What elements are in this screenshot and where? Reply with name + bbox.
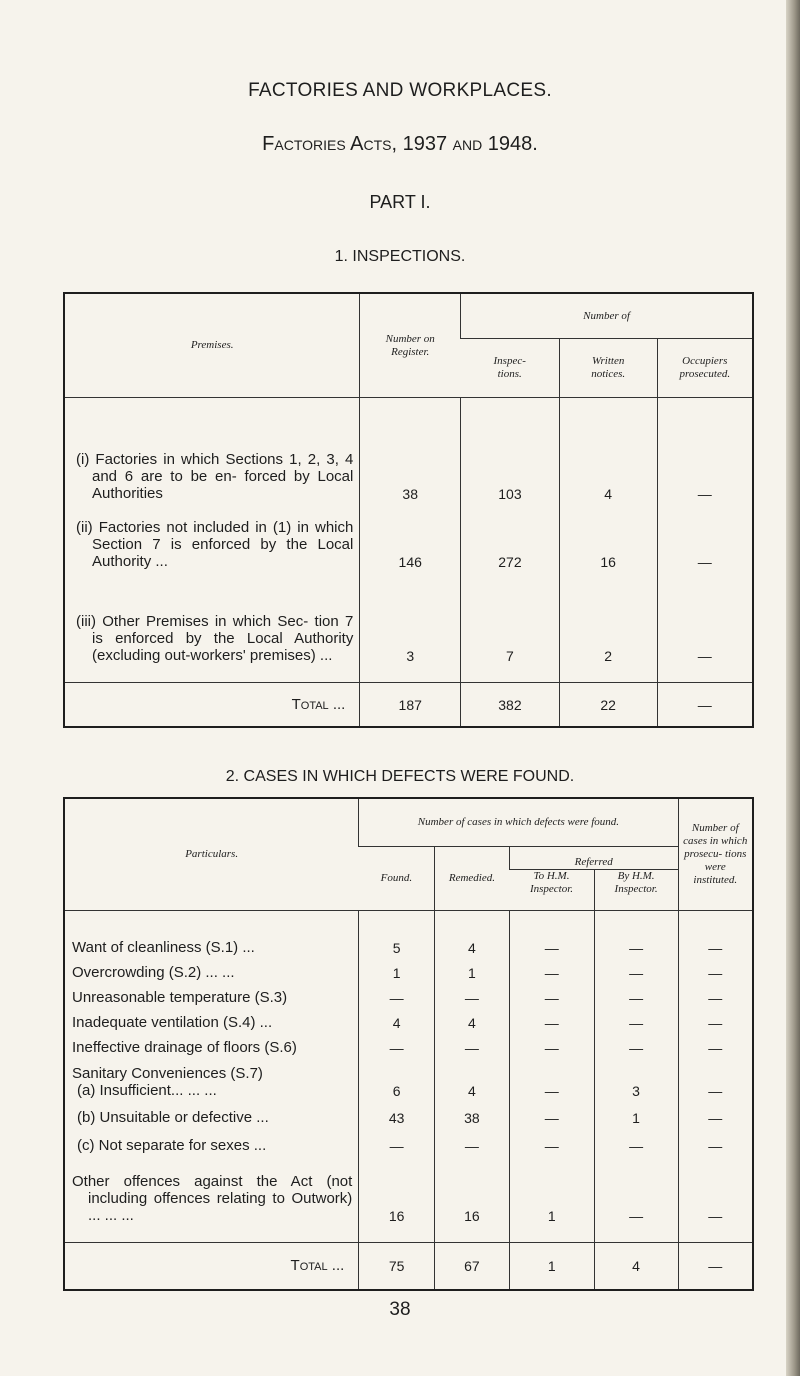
header-number-on-register: Number on Register. <box>360 293 461 398</box>
total-label: Total ... <box>64 1243 359 1291</box>
cell-prosecutions: — <box>678 1056 753 1099</box>
cell-inspections: 7 <box>461 570 560 683</box>
cell-to-hm: — <box>509 1006 594 1031</box>
header-premises: Premises. <box>190 339 234 351</box>
header-by-hm-inspector: By H.M. Inspector. <box>594 870 678 911</box>
cell-inspections: 103 <box>461 398 560 503</box>
cell-by-hm: — <box>594 911 678 957</box>
total-by-hm: 4 <box>594 1243 678 1291</box>
cell-found: 1 <box>359 956 435 981</box>
cell-inspections: 272 <box>461 502 560 570</box>
table-row <box>64 1031 753 1056</box>
header-inspections: Inspec- tions. <box>493 355 526 380</box>
cell-remedied: 4 <box>435 1056 510 1099</box>
subheading: Factories Acts, 1937 and 1948. <box>262 133 538 155</box>
cell-by-hm: 3 <box>594 1056 678 1099</box>
cell-found: 5 <box>359 911 435 957</box>
row-label: Want of cleanliness (S.1) ... <box>72 939 255 956</box>
cell-prosecutions: — <box>678 981 753 1006</box>
table-row <box>64 502 753 570</box>
header-written-notices: Written notices. <box>559 339 657 398</box>
header-referred: Referred <box>509 847 678 870</box>
cell-to-hm: — <box>509 1099 594 1126</box>
row-label: (c) Not separate for sexes ... <box>77 1137 267 1154</box>
cell-remedied: — <box>435 1031 510 1056</box>
cell-by-hm: — <box>594 1006 678 1031</box>
cell-to-hm: — <box>509 956 594 981</box>
cell-by-hm: — <box>594 1031 678 1056</box>
cell-found: 4 <box>359 1006 435 1031</box>
cell-to-hm: — <box>509 911 594 957</box>
table-row <box>64 1126 753 1154</box>
header-to-hm-inspector: To H.M. Inspector. <box>509 870 594 911</box>
cell-prosecutions: — <box>678 1031 753 1056</box>
total-notices: 22 <box>559 683 657 728</box>
row-label: Other offences against the Act (not including offences relating to Outwork) ... ... ... <box>72 1173 353 1224</box>
row-label: (iii) Other Premises in which Sec- tion 7 is enforced by the Local Authority (excluding out-workers' premises) ... <box>76 613 354 664</box>
cell-by-hm: — <box>594 956 678 981</box>
cell-by-hm: — <box>594 1126 678 1154</box>
inspections-table <box>63 292 754 728</box>
cell-remedied: 16 <box>435 1154 510 1243</box>
table-row <box>64 570 753 683</box>
row-label: Unreasonable temperature (S.3) <box>72 989 288 1006</box>
table-row <box>64 956 753 981</box>
cell-register: 146 <box>360 502 461 570</box>
total-remedied: 67 <box>435 1243 510 1291</box>
cell-found: — <box>359 1126 435 1154</box>
section2-title: 2. CASES IN WHICH DEFECTS WERE FOUND. <box>225 768 575 785</box>
page-heading: FACTORIES AND WORKPLACES. <box>248 80 552 101</box>
cell-register: 3 <box>360 570 461 683</box>
header-prosecutions: Number of cases in which prosecu- tions were instituted. <box>678 798 753 911</box>
cell-by-hm: — <box>594 981 678 1006</box>
defects-table <box>63 797 754 1291</box>
cell-prosecuted: — <box>657 570 753 683</box>
cell-found: 43 <box>359 1099 435 1126</box>
table-row <box>64 911 753 957</box>
row-label: Sanitary Conveniences (S.7) (a) Insufficient... ... ... <box>72 1065 263 1099</box>
cell-remedied: 4 <box>435 911 510 957</box>
part-title: PART I. <box>369 192 431 212</box>
row-label: Ineffective drainage of floors (S.6) <box>72 1039 297 1056</box>
cell-notices: 16 <box>559 502 657 570</box>
cell-to-hm: — <box>509 1056 594 1099</box>
cell-remedied: 38 <box>435 1099 510 1126</box>
row-label: (ii) Factories not included in (1) in which Section 7 is enforced by the Local Authority ... <box>76 519 354 570</box>
table-row <box>64 1006 753 1031</box>
cell-remedied: 4 <box>435 1006 510 1031</box>
cell-notices: 4 <box>559 398 657 503</box>
page-number: 38 <box>389 1299 411 1320</box>
header-remedied: Remedied. <box>435 847 510 911</box>
section1-title: 1. INSPECTIONS. <box>334 248 466 265</box>
cell-to-hm: — <box>509 1126 594 1154</box>
header-number-of: Number of <box>461 293 753 339</box>
cell-found: — <box>359 1031 435 1056</box>
total-row <box>64 683 753 728</box>
table-row <box>64 1056 753 1099</box>
table-row <box>64 1154 753 1243</box>
cell-prosecutions: — <box>678 911 753 957</box>
cell-found: — <box>359 981 435 1006</box>
row-label: (i) Factories in which Sections 1, 2, 3, 4 and 6 are to be en- forced by Local Authorities <box>76 451 354 502</box>
table-row <box>64 1099 753 1126</box>
cell-remedied: — <box>435 981 510 1006</box>
cell-by-hm: — <box>594 1154 678 1243</box>
cell-to-hm: 1 <box>509 1154 594 1243</box>
cell-prosecutions: — <box>678 1126 753 1154</box>
cell-prosecutions: — <box>678 1154 753 1243</box>
total-register: 187 <box>360 683 461 728</box>
cell-notices: 2 <box>559 570 657 683</box>
cell-to-hm: — <box>509 981 594 1006</box>
row-label: Inadequate ventilation (S.4) ... <box>72 1014 273 1031</box>
total-found: 75 <box>359 1243 435 1291</box>
cell-prosecutions: — <box>678 956 753 981</box>
total-inspections: 382 <box>461 683 560 728</box>
total-to-hm: 1 <box>509 1243 594 1291</box>
cell-remedied: — <box>435 1126 510 1154</box>
table-row <box>64 981 753 1006</box>
row-label: Overcrowding (S.2) ... ... <box>72 964 235 981</box>
cell-register: 38 <box>360 398 461 503</box>
total-prosecutions: — <box>678 1243 753 1291</box>
table-row <box>64 398 753 503</box>
header-particulars: Particulars. <box>64 798 359 911</box>
cell-by-hm: 1 <box>594 1099 678 1126</box>
cell-prosecutions: — <box>678 1099 753 1126</box>
cell-to-hm: — <box>509 1031 594 1056</box>
cell-found: 16 <box>359 1154 435 1243</box>
cell-prosecuted: — <box>657 502 753 570</box>
total-prosecuted: — <box>657 683 753 728</box>
total-row <box>64 1243 753 1291</box>
cell-prosecuted: — <box>657 398 753 503</box>
cell-remedied: 1 <box>435 956 510 981</box>
cell-prosecutions: — <box>678 1006 753 1031</box>
row-label: (b) Unsuitable or defective ... <box>77 1109 269 1126</box>
header-number-of-cases: Number of cases in which defects were found. <box>359 798 678 847</box>
total-label: Total ... <box>64 683 360 728</box>
header-found: Found. <box>359 847 435 911</box>
header-occupiers-prosecuted: Occupiers prosecuted. <box>657 339 753 398</box>
cell-found: 6 <box>359 1056 435 1099</box>
